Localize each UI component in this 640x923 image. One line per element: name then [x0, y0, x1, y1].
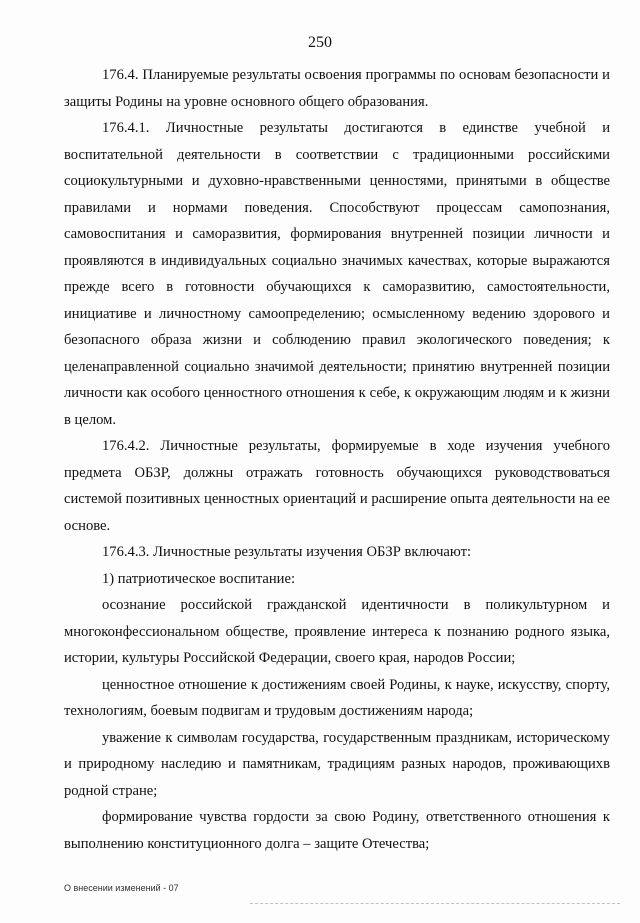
paragraph-176-4-2: 176.4.2. Личностные результаты, формируемые в ходе изучения учебного предмета ОБЗР, должны отражать готовность обучающихся руководствоваться системой позитивных ценностных ориентаций и расширение опыта деятельности на ее основе.: [64, 438, 610, 534]
paragraph-pride-homeland: формирование чувства гордости за свою Родину, ответственного отношения к выполнению конституционного долга – защите Отечества;: [64, 809, 610, 852]
document-body: [64, 62, 610, 857]
scan-artifact-line: [250, 903, 620, 904]
paragraph-civic-identity: осознание российской гражданской идентичности в поликультурном и многоконфессиональном обществе, проявление интереса к познанию родного языка, истории, культуры Российской Федерации, своего края, народов России;: [64, 597, 610, 666]
paragraph-value-attitude: ценностное отношение к достижениям своей Родины, к науке, искусству, спорту, технологиям, боевым подвигам и трудовым достижениям народа;: [64, 676, 610, 719]
page-number: 250: [308, 34, 332, 51]
paragraph-respect-symbols: уважение к символам государства, государственным праздникам, историческому и природному наследию и памятникам, традициям разных народов, проживающихв родной стране;: [64, 729, 610, 799]
list-item-patriotic-education: 1) патриотическое воспитание:: [102, 570, 296, 587]
paragraph-176-4-1: 176.4.1. Личностные результаты достигаются в единстве учебной и воспитательной деятельности в соответствии с традиционными российскими социокультурными и духовно-нравственными ценностями, принятыми в обществе правилами и нормами поведения. Способствуют процессам самопознания, самовоспитания и саморазвития, формирования внутренней позиции личности и проявляются в индивидуальных социально значимых качествах, которые выражаются прежде всего в готовности обучающихся к саморазвитию, самостоятельности, инициативе и личностному самоопределению; осмысленному ведению здорового и безопасного образа жизни и соблюдению правил экологического поведения; к целенаправленной социально значимой деятельности; принятию внутренней позиции личности как особого ценностного отношения к себе, к окружающим людям и к жизни в целом.: [64, 120, 610, 428]
paragraph-176-4: 176.4. Планируемые результаты освоения программы по основам безопасности и защиты Родины на уровне основного общего образования.: [64, 67, 610, 110]
footer-note: О внесении изменений - 07: [64, 883, 179, 893]
paragraph-176-4-3: 176.4.3. Личностные результаты изучения ОБЗР включают:: [102, 544, 472, 560]
